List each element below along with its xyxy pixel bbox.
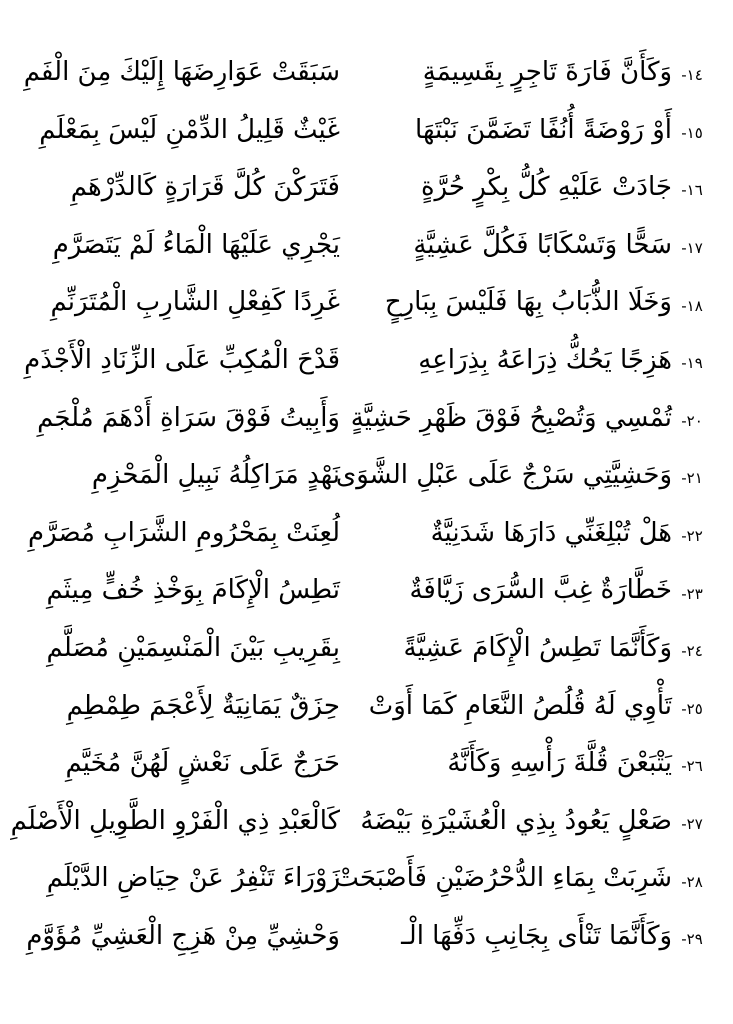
verse-second-hemistich: غَيْثٌ قَلِيلُ الدِّمْنِ لَيْسَ بِمَعْلَمِ xyxy=(39,114,340,145)
verse-second-hemistich: وَأَبِيتُ فَوْقَ سَرَاةِ أَدْهَمَ مُلْجَمِ xyxy=(37,402,340,433)
verse-first-hemistich: وَكَأَنَّمَا تَطِسُ الْإِكَامَ عَشِيَّةً xyxy=(403,632,672,663)
verse-number: ١٦- xyxy=(681,181,703,200)
verse-number: ٢٢- xyxy=(681,527,703,546)
verse-number: ٢٥- xyxy=(681,699,703,718)
verse-first-hemistich: هَزِجًا يَحُكُّ ذِرَاعَهُ بِذِرَاعِهِ xyxy=(418,344,672,375)
verse-first-hemistich: صَعْلٍ يَعُودُ بِذِي الْعُشَيْرَةِ بَيْضَهُ xyxy=(360,805,672,836)
verse-first-hemistich: شَرِبَتْ بِمَاءِ الدُّحْرُضَيْنِ فَأَصْبَحَتْ xyxy=(334,863,672,894)
verse-first-hemistich: وَكَأَنَّ فَارَةَ تَاجِرٍ بِقَسِيمَةٍ xyxy=(422,57,672,87)
verse-second-hemistich: يَجْرِي عَلَيْهَا الْمَاءُ لَمْ يَتَصَرَّمِ xyxy=(52,229,340,260)
verse-first-hemistich: جَادَتْ عَلَيْهِ كُلُّ بِكْرٍ حُرَّةٍ xyxy=(420,172,672,203)
verse-row xyxy=(22,620,712,678)
verse-second-hemistich: وَحْشِيِّ مِنْ هَزِجِ الْعَشِيِّ مُؤَوَّمِ xyxy=(26,920,340,951)
verse-row xyxy=(22,159,712,217)
verse-row xyxy=(22,850,712,908)
verse-number: ٢٩- xyxy=(681,930,703,949)
verse-first-hemistich: وَحَشِيَّتِي سَرْجٌ عَلَى عَبْلِ الشَّوَى xyxy=(335,460,672,491)
verse-number: ٢٤- xyxy=(681,642,703,661)
verse-number: ١٧- xyxy=(681,239,703,258)
verse-first-hemistich: هَلْ تُبْلِغَنِّي دَارَهَا شَدَنِيَّةٌ xyxy=(430,517,672,548)
verse-second-hemistich: نَهْدٍ مَرَاكِلُهُ نَبِيلِ الْمَحْزِمِ xyxy=(91,460,340,491)
verse-second-hemistich: غَرِدًا كَفِعْلِ الشَّارِبِ الْمُتَرَنِّمِ xyxy=(50,287,340,318)
verse-number: ٢١- xyxy=(681,469,703,488)
verse-row xyxy=(22,102,712,160)
verse-second-hemistich: سَبَقَتْ عَوَارِضَهَا إِلَيْكَ مِنَ الْفَمِ xyxy=(23,57,340,87)
verse-number: ١٩- xyxy=(681,354,703,373)
verse-second-hemistich: بِقَرِيبِ بَيْنَ الْمَنْسِمَيْنِ مُصَلَّمِ xyxy=(46,632,340,663)
verse-number: ١٤- xyxy=(681,66,703,85)
verse-row xyxy=(22,562,712,620)
poem-verses xyxy=(10,44,712,966)
verse-row xyxy=(22,44,712,102)
verse-second-hemistich: قَدْحَ الْمُكِبِّ عَلَى الزِّنَادِ الْأَجْذَمِ xyxy=(24,344,340,375)
verse-row xyxy=(22,678,712,736)
verse-first-hemistich: تُمْسِي وَتُصْبِحُ فَوْقَ ظَهْرِ حَشِيَّةٍ xyxy=(350,402,672,433)
verse-number: ٢٣- xyxy=(681,584,703,603)
verse-row xyxy=(10,793,712,851)
verse-second-hemistich: زَوْرَاءَ تَنْفِرُ عَنْ حِيَاضِ الدَّيْلَمِ xyxy=(46,863,340,894)
verse-number: ٢٨- xyxy=(681,872,703,891)
verse-number: ١٥- xyxy=(681,123,703,142)
verse-row xyxy=(22,908,712,966)
verse-row xyxy=(22,735,712,793)
verse-second-hemistich: فَتَرَكْنَ كُلَّ قَرَارَةٍ كَالدِّرْهَمِ xyxy=(70,172,340,203)
verse-second-hemistich: لُعِنَتْ بِمَحْرُومِ الشَّرَابِ مُصَرَّمِ xyxy=(28,517,340,548)
verse-row xyxy=(22,505,712,563)
verse-row xyxy=(22,390,712,448)
verse-number: ٢٧- xyxy=(681,815,703,834)
verse-row xyxy=(22,332,712,390)
verse-number: ٢٦- xyxy=(681,757,703,776)
verse-second-hemistich: حَرَجٌ عَلَى نَعْشٍ لَهُنَّ مُخَيَّمِ xyxy=(65,748,340,779)
verse-number: ١٨- xyxy=(681,296,703,315)
verse-row xyxy=(22,447,712,505)
verse-row xyxy=(22,217,712,275)
verse-first-hemistich: وَكَأَنَّمَا تَنْأَى بِجَانِبِ دَفِّهَا الْـ xyxy=(401,920,672,951)
verse-second-hemistich: تَطِسُ الْإِكَامَ بِوَخْذِ خُفٍّ مِيثَمِ xyxy=(46,575,340,606)
verse-number: ٢٠- xyxy=(681,411,703,430)
verse-first-hemistich: يَتْبَعْنَ قُلَّةَ رَأْسِهِ وَكَأَنَّهُ xyxy=(447,748,672,779)
verse-second-hemistich: كَالْعَبْدِ ذِي الْفَرْوِ الطَّوِيلِ الْأَصْلَمِ xyxy=(10,805,340,836)
verse-first-hemistich: أَوْ رَوْضَةً أُنُفًا تَضَمَّنَ نَبْتَهَا xyxy=(415,114,672,145)
verse-second-hemistich: حِزَقٌ يَمَانِيَةٌ لِأَعْجَمَ طِمْطِمِ xyxy=(66,690,340,721)
verse-first-hemistich: تَأْوِي لَهُ قُلُصُ النَّعَامِ كَمَا أَوَتْ xyxy=(368,690,672,721)
verse-first-hemistich: سَحًّا وَتَسْكَابًا فَكُلَّ عَشِيَّةٍ xyxy=(413,229,672,260)
verse-row xyxy=(22,274,712,332)
verse-first-hemistich: خَطَّارَةٌ غِبَّ السُّرَى زَيَّافَةٌ xyxy=(409,575,672,606)
verse-first-hemistich: وَخَلَا الذُّبَابُ بِهَا فَلَيْسَ بِبَارِحٍ xyxy=(384,287,672,318)
